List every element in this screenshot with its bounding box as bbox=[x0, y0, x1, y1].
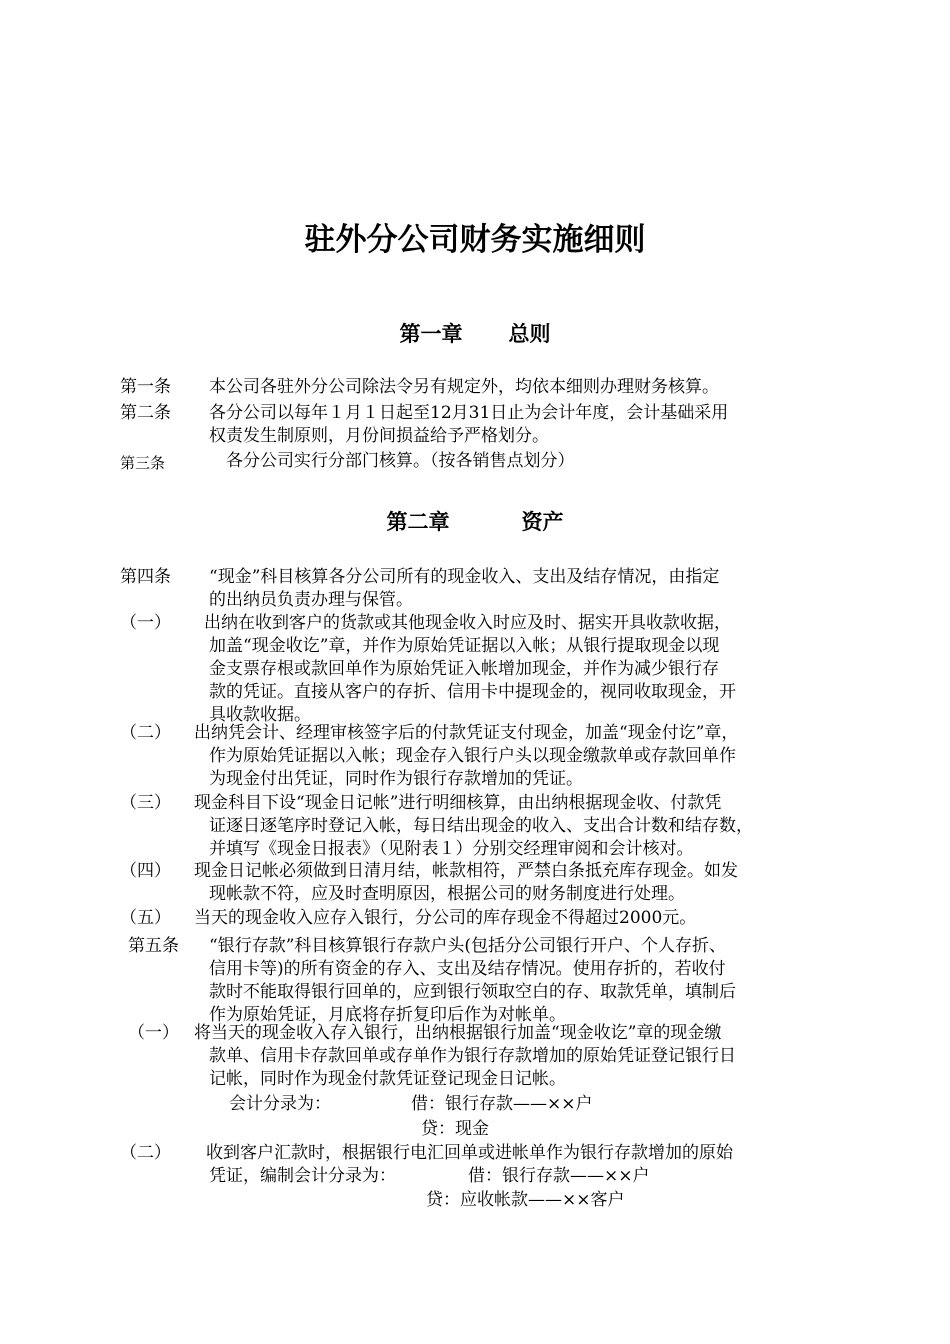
clause-line: 加盖“现金收讫”章，并作为原始凭证据以入帐；从银行提取现金以现 bbox=[209, 636, 720, 656]
clause-line: 记帐，同时作为现金付款凭证登记现金日记帐。 bbox=[209, 1069, 566, 1089]
article-line: 本公司各驻外分公司除法令另有规定外，均依本细则办理财务核算。 bbox=[209, 377, 719, 397]
article-line: 各分公司以每年１月１日起至12月31日止为会计年度，会计基础采用 bbox=[209, 403, 729, 423]
article-label: 第三条 bbox=[120, 454, 166, 472]
article-line: “现金”科目核算各分公司所有的现金收入、支出及结存情况，由指定 bbox=[209, 567, 720, 587]
clause-label: （四） bbox=[120, 861, 171, 881]
clause-line: 收到客户汇款时，根据银行电汇回单或进帐单作为银行存款增加的原始 bbox=[206, 1143, 733, 1163]
clause-label: （二） bbox=[120, 723, 171, 743]
clause-line: 现金科目下设“现金日记帐”进行明细核算，由出纳根据现金收、付款凭 bbox=[194, 793, 722, 813]
clause-line: 现金日记帐必须做到日清月结，帐款相符，严禁白条抵充库存现金。如发 bbox=[194, 861, 738, 881]
clause-label: （五） bbox=[120, 908, 171, 928]
clause-line: 凭证，编制会计分录为： bbox=[209, 1166, 396, 1186]
entry-debit: 借：银行存款——××户 bbox=[468, 1166, 650, 1186]
document-title: 驻外分公司财务实施细则 bbox=[304, 222, 646, 258]
chapter-name: 资产 bbox=[521, 510, 564, 534]
entry-credit: 贷：现金 bbox=[421, 1119, 489, 1139]
chapter-heading-2 bbox=[0, 507, 950, 537]
article-line: “银行存款”科目核算银行存款户头(包括分公司银行开户、个人存折、 bbox=[209, 936, 727, 956]
chapter-heading-1 bbox=[0, 319, 950, 349]
article-line: 作为原始凭证，月底将存折复印后作为对帐单。 bbox=[209, 1005, 566, 1025]
article-line: 款时不能取得银行回单的，应到银行领取空白的存、取款凭单，填制后 bbox=[209, 982, 736, 1002]
clause-line: 作为原始凭证据以入帐；现金存入银行户头以现金缴款单或存款回单作 bbox=[209, 746, 736, 766]
clause-line: 为现金付出凭证，同时作为银行存款增加的凭证。 bbox=[209, 769, 583, 789]
article-label: 第一条 bbox=[120, 377, 171, 397]
clause-line: 款单、信用卡存款回单或存单作为银行存款增加的原始凭证登记银行日 bbox=[209, 1046, 736, 1066]
article-label: 第五条 bbox=[128, 936, 179, 956]
clause-line: 出纳凭会计、经理审核签字后的付款凭证支付现金，加盖“现金付讫”章， bbox=[194, 723, 739, 743]
chapter-number: 第二章 bbox=[386, 510, 450, 534]
article-line: 信用卡等)的所有资金的存入、支出及结存情况。使用存折的，若收付 bbox=[209, 959, 726, 979]
entry-debit: 借：银行存款——××户 bbox=[411, 1094, 593, 1114]
clause-label: （一） bbox=[120, 613, 171, 633]
clause-line: 出纳在收到客户的货款或其他现金收入时应及时、据实开具收款收据， bbox=[204, 613, 731, 633]
clause-label: （二） bbox=[120, 1143, 171, 1163]
clause-line: 当天的现金收入应存入银行，分公司的库存现金不得超过2000元。 bbox=[194, 908, 697, 928]
chapter-number: 第一章 bbox=[399, 322, 463, 346]
article-line: 各分公司实行分部门核算。（按各销售点划分） bbox=[226, 451, 575, 471]
clause-label: （一） bbox=[128, 1023, 179, 1043]
clause-line: 现帐款不符，应及时查明原因，根据公司的财务制度进行处理。 bbox=[209, 884, 685, 904]
article-line: 的出纳员负责办理与保管。 bbox=[209, 590, 413, 610]
clause-line: 金支票存根或款回单作为原始凭证入帐增加现金，并作为减少银行存 bbox=[209, 659, 719, 679]
article-label: 第四条 bbox=[120, 567, 171, 587]
entry-label: 会计分录为： bbox=[229, 1094, 331, 1114]
clause-line: 将当天的现金收入存入银行，出纳根据银行加盖“现金收讫”章的现金缴 bbox=[194, 1023, 722, 1043]
chapter-name: 总则 bbox=[508, 322, 551, 346]
clause-line: 具收款收据。 bbox=[209, 705, 311, 725]
clause-line: 款的凭证。直接从客户的存折、信用卡中提现金的，视同收取现金，开 bbox=[209, 682, 736, 702]
clause-line: 并填写《现金日报表》（见附表１）分别交经理审阅和会计核对。 bbox=[209, 839, 694, 859]
article-line: 权责发生制原则，月份间损益给予严格划分。 bbox=[209, 426, 549, 446]
entry-credit: 贷：应收帐款——××客户 bbox=[426, 1190, 625, 1210]
article-label: 第二条 bbox=[120, 403, 171, 423]
clause-line: 证逐日逐笔序时登记入帐，每日结出现金的收入、支出合计数和结存数， bbox=[209, 816, 753, 836]
clause-label: （三） bbox=[120, 793, 171, 813]
